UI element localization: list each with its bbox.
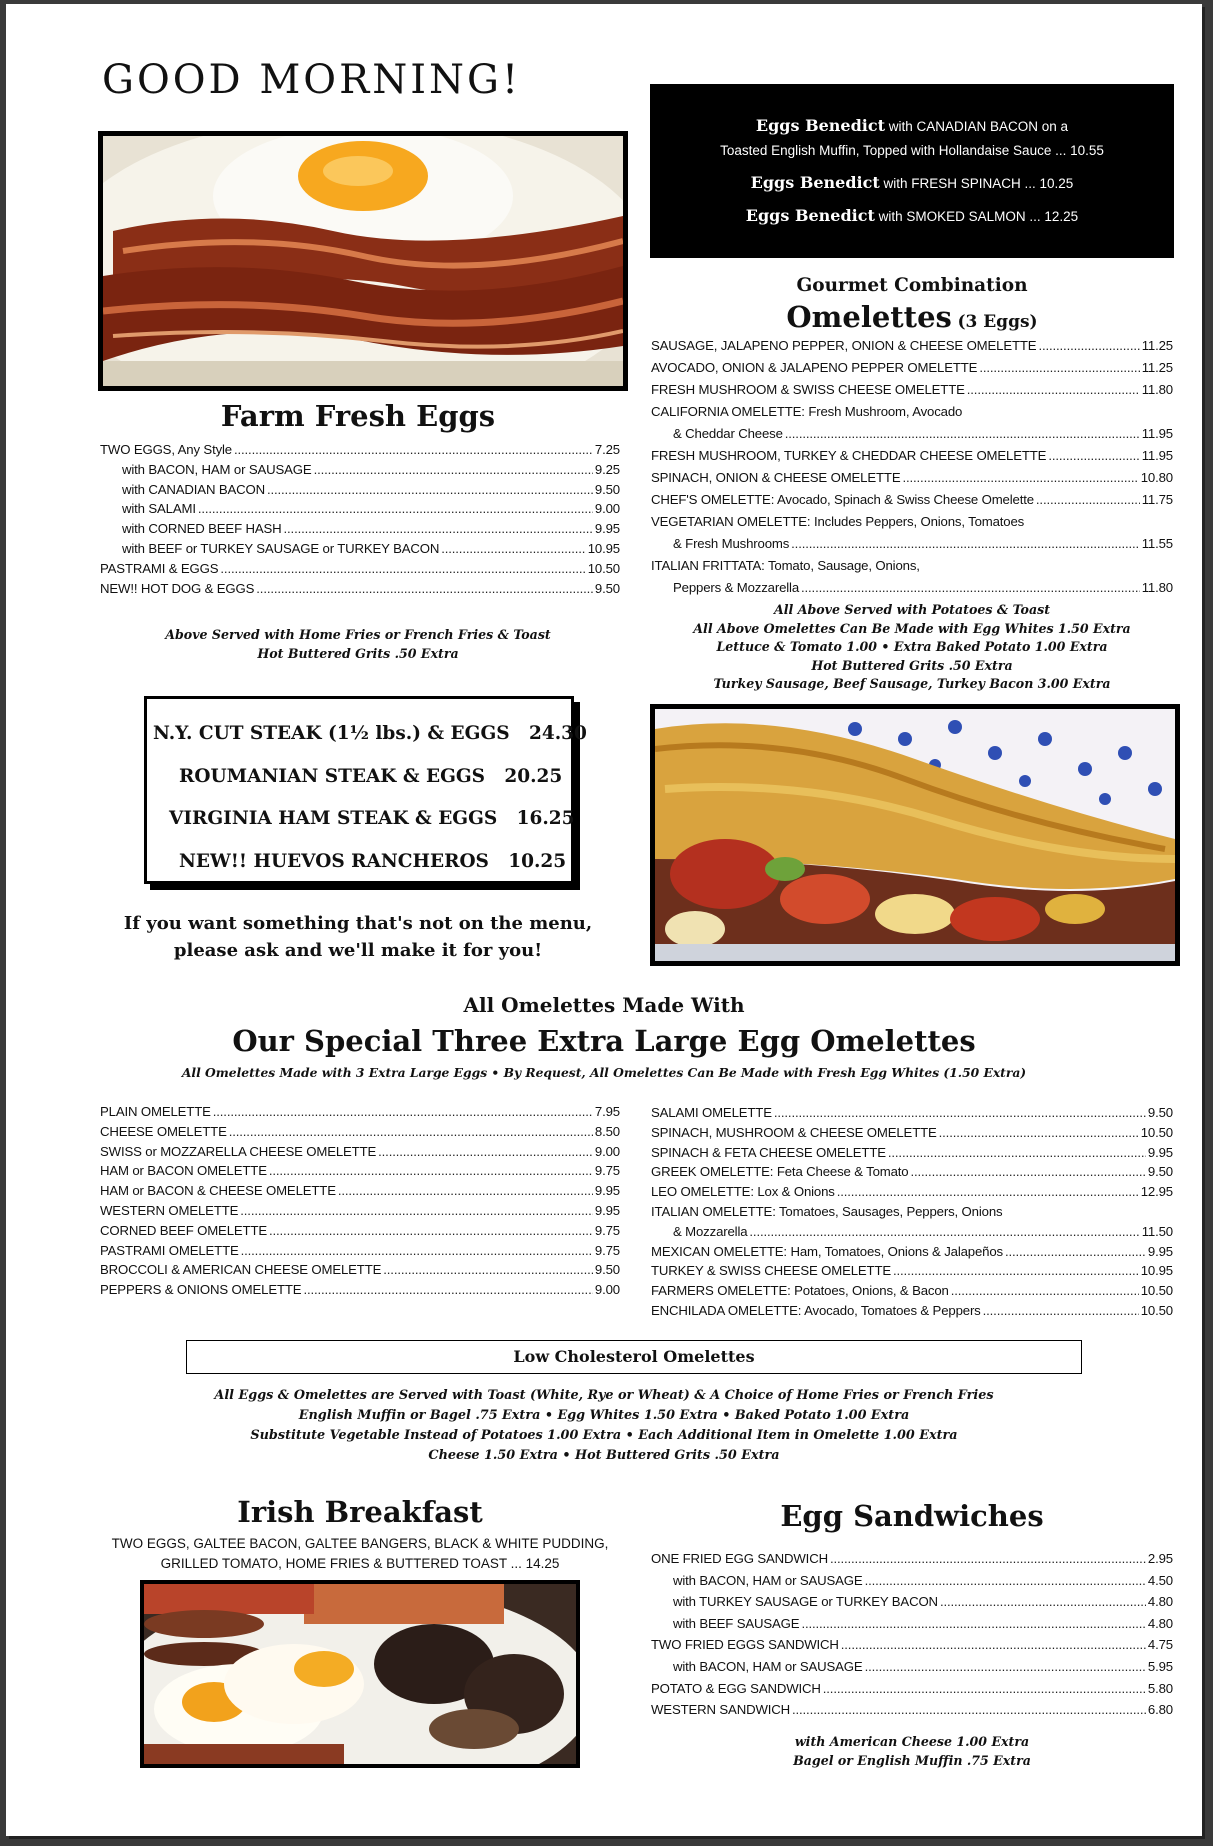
menu-item: PASTRAMI & EGGS ..... 10.50	[100, 559, 620, 579]
menu-item: SPINACH, MUSHROOM & CHEESE OMELETTE ..... 10.50	[651, 1123, 1173, 1143]
benedict-item-desc: Toasted English Muffin, Topped with Hollandaise Sauce ... 10.55	[720, 143, 1104, 158]
menu-item: TWO FRIED EGGS SANDWICH ..... 4.75	[651, 1634, 1173, 1656]
note-line: Hot Buttered Grits .50 Extra	[811, 657, 1013, 673]
farm-eggs-notes	[98, 626, 618, 663]
menu-page	[6, 4, 1202, 1836]
menu-item: with BEEF or TURKEY SAUSAGE or TURKEY BACON ..... 10.95	[100, 539, 620, 559]
menu-item: ITALIAN OMELETTE: Tomatoes, Sausages, Peppers, Onions	[651, 1203, 1003, 1219]
menu-item: FARMERS OMELETTE: Potatoes, Onions, & Bacon ..... 10.50	[651, 1281, 1173, 1301]
irish-breakfast-photo	[140, 1580, 580, 1768]
irish-line: TWO EGGS, GALTEE BACON, GALTEE BANGERS, BLACK & WHITE PUDDING,	[111, 1536, 609, 1551]
menu-item: with SALAMI ..... 9.00	[100, 499, 620, 519]
irish-line: GRILLED TOMATO, HOME FRIES & BUTTERED TOAST ... 14.25	[160, 1556, 560, 1571]
menu-item: CHEESE OMELETTE ..... 8.50	[100, 1122, 620, 1142]
gourmet-notes	[650, 601, 1174, 694]
menu-item: SPINACH, ONION & CHEESE OMELETTE ..... 10.80	[651, 467, 1173, 489]
menu-item: BROCCOLI & AMERICAN CHEESE OMELETTE ..... 9.50	[100, 1260, 620, 1280]
note-line: All Eggs & Omelettes are Served with Toast (White, Rye or Wheat) & A Choice of Home Fries or French Fries	[214, 1388, 994, 1403]
menu-item: SWISS or MOZZARELLA CHEESE OMELETTE ..... 9.00	[100, 1142, 620, 1162]
menu-item: GREEK OMELETTE: Feta Cheese & Tomato ..... 9.50	[651, 1162, 1173, 1182]
sandwiches-title: Egg Sandwiches	[780, 1499, 1044, 1533]
steak-item: VIRGINIA HAM STEAK & EGGS 16.25	[169, 808, 575, 829]
menu-item: WESTERN SANDWICH ..... 6.80	[651, 1699, 1173, 1721]
menu-item: & Mozzarella ..... 11.50	[651, 1222, 1173, 1242]
menu-item: & Cheddar Cheese ..... 11.95	[651, 423, 1173, 445]
note-line: Cheese 1.50 Extra • Hot Buttered Grits .50 Extra	[428, 1448, 780, 1463]
menu-item: ENCHILADA OMELETTE: Avocado, Tomatoes & Peppers ..... 10.50	[651, 1301, 1173, 1321]
menu-item: LEO OMELETTE: Lox & Onions ..... 12.95	[651, 1182, 1173, 1202]
farm-eggs-title: Farm Fresh Eggs	[220, 399, 496, 433]
note-line: Lettuce & Tomato 1.00 • Extra Baked Potato 1.00 Extra	[716, 639, 1108, 655]
special-title: Our Special Three Extra Large Egg Omelettes	[232, 1024, 976, 1058]
gourmet-title-text: Omelettes	[786, 300, 952, 334]
menu-item: TURKEY & SWISS CHEESE OMELETTE ..... 10.95	[651, 1261, 1173, 1281]
menu-item: PEPPERS & ONIONS OMELETTE ..... 9.00	[100, 1280, 620, 1300]
page-title: GOOD MORNING!	[102, 57, 522, 103]
menu-item: AVOCADO, ONION & JALAPENO PEPPER OMELETTE ..... 11.25	[651, 357, 1173, 379]
menu-item: & Fresh Mushrooms ..... 11.55	[651, 533, 1173, 555]
note-line: If you want something that's not on the menu,	[123, 913, 593, 934]
menu-item: FRESH MUSHROOM, TURKEY & CHEDDAR CHEESE OMELETTE ..... 11.95	[651, 445, 1173, 467]
eggs-bacon-photo	[98, 131, 628, 391]
special-subtitle: All Omelettes Made with 3 Extra Large Eggs • By Request, All Omelettes Can Be Made with Fresh Egg Whites (1.50 Extra)	[181, 1065, 1027, 1080]
menu-item: with TURKEY SAUSAGE or TURKEY BACON ..... 4.80	[651, 1591, 1173, 1613]
benedict-item: Eggs Benedict with CANADIAN BACON on a	[755, 116, 1069, 135]
note-line: with American Cheese 1.00 Extra	[794, 1734, 1030, 1749]
omelette-photo	[650, 704, 1180, 966]
general-notes	[6, 1386, 1202, 1466]
irish-description	[100, 1534, 620, 1574]
note-line: English Muffin or Bagel .75 Extra • Egg Whites 1.50 Extra • Baked Potato 1.00 Extra	[298, 1408, 910, 1423]
farm-eggs-list	[100, 440, 620, 598]
gourmet-kicker: Gourmet Combination	[796, 275, 1028, 296]
menu-item: HAM or BACON & CHEESE OMELETTE ..... 9.95	[100, 1181, 620, 1201]
note-line: Turkey Sausage, Beef Sausage, Turkey Bacon 3.00 Extra	[713, 676, 1111, 692]
menu-item: SPINACH & FETA CHEESE OMELETTE ..... 9.95	[651, 1143, 1173, 1163]
steak-item: N.Y. CUT STEAK (1½ lbs.) & EGGS 24.30	[153, 723, 587, 744]
menu-item: with BACON, HAM or SAUSAGE ..... 5.95	[651, 1656, 1173, 1678]
menu-item: WESTERN OMELETTE ..... 9.95	[100, 1201, 620, 1221]
menu-item: ITALIAN FRITTATA: Tomato, Sausage, Onions,	[651, 558, 920, 573]
menu-item: NEW!! HOT DOG & EGGS ..... 9.50	[100, 579, 620, 599]
sandwiches-list	[651, 1548, 1173, 1721]
menu-item: CHEF'S OMELETTE: Avocado, Spinach & Swiss Cheese Omelette ..... 11.75	[651, 489, 1173, 511]
menu-item: SAUSAGE, JALAPENO PEPPER, ONION & CHEESE OMELETTE ..... 11.25	[651, 335, 1173, 357]
gourmet-omelettes-list	[651, 335, 1173, 599]
note-line: Above Served with Home Fries or French Fries & Toast	[165, 627, 551, 642]
steak-item: NEW!! HUEVOS RANCHEROS 10.25	[179, 850, 567, 872]
gourmet-title-note: (3 Eggs)	[957, 312, 1038, 332]
special-request-note	[98, 910, 618, 964]
menu-item: TWO EGGS, Any Style ..... 7.25	[100, 440, 620, 460]
menu-item: HAM or BACON OMELETTE ..... 9.75	[100, 1161, 620, 1181]
menu-item: SALAMI OMELETTE ..... 9.50	[651, 1103, 1173, 1123]
special-kicker: All Omelettes Made With	[463, 993, 745, 1017]
note-line: Substitute Vegetable Instead of Potatoes 1.00 Extra • Each Additional Item in Omelette 1.00 Extra	[250, 1428, 958, 1443]
menu-item: with BACON, HAM or SAUSAGE ..... 9.25	[100, 460, 620, 480]
gourmet-title	[650, 299, 1174, 340]
steak-item: ROUMANIAN STEAK & EGGS 20.25	[179, 765, 563, 787]
menu-item: FRESH MUSHROOM & SWISS CHEESE OMELETTE ..... 11.80	[651, 379, 1173, 401]
note-line: Hot Buttered Grits .50 Extra	[257, 645, 459, 661]
benedict-item: Eggs Benedict with SMOKED SALMON ... 12.25	[745, 206, 1079, 225]
menu-item: with BACON, HAM or SAUSAGE ..... 4.50	[651, 1570, 1173, 1592]
note-line: please ask and we'll make it for you!	[173, 940, 543, 961]
menu-item: Peppers & Mozzarella ..... 11.80	[651, 577, 1173, 599]
menu-item: with BEEF SAUSAGE ..... 4.80	[651, 1613, 1173, 1635]
menu-item: CALIFORNIA OMELETTE: Fresh Mushroom, Avocado	[651, 404, 963, 419]
special-omelettes-left	[100, 1102, 620, 1300]
menu-item: POTATO & EGG SANDWICH ..... 5.80	[651, 1678, 1173, 1700]
steak-specials-box	[144, 696, 587, 884]
menu-item: MEXICAN OMELETTE: Ham, Tomatoes, Onions & Jalapeños ..... 9.95	[651, 1242, 1173, 1262]
low-cholesterol-banner: Low Cholesterol Omelettes	[186, 1340, 1082, 1374]
note-line: All Above Omelettes Can Be Made with Egg Whites 1.50 Extra	[693, 620, 1131, 636]
note-line: All Above Served with Potatoes & Toast	[773, 602, 1051, 617]
sandwiches-notes	[650, 1732, 1174, 1770]
menu-item: with CANADIAN BACON ..... 9.50	[100, 480, 620, 500]
benedict-item: Eggs Benedict with FRESH SPINACH ... 10.25	[750, 173, 1074, 192]
menu-item: PASTRAMI OMELETTE ..... 9.75	[100, 1241, 620, 1261]
menu-item: ONE FRIED EGG SANDWICH ..... 2.95	[651, 1548, 1173, 1570]
special-omelettes-right	[651, 1103, 1173, 1321]
menu-item: CORNED BEEF OMELETTE ..... 9.75	[100, 1221, 620, 1241]
menu-item: with CORNED BEEF HASH ..... 9.95	[100, 519, 620, 539]
note-line: Bagel or English Muffin .75 Extra	[793, 1753, 1031, 1768]
eggs-benedict-box	[650, 84, 1174, 258]
irish-title: Irish Breakfast	[237, 1495, 483, 1529]
menu-item: VEGETARIAN OMELETTE: Includes Peppers, Onions, Tomatoes	[651, 514, 1025, 529]
menu-item: PLAIN OMELETTE ..... 7.95	[100, 1102, 620, 1122]
